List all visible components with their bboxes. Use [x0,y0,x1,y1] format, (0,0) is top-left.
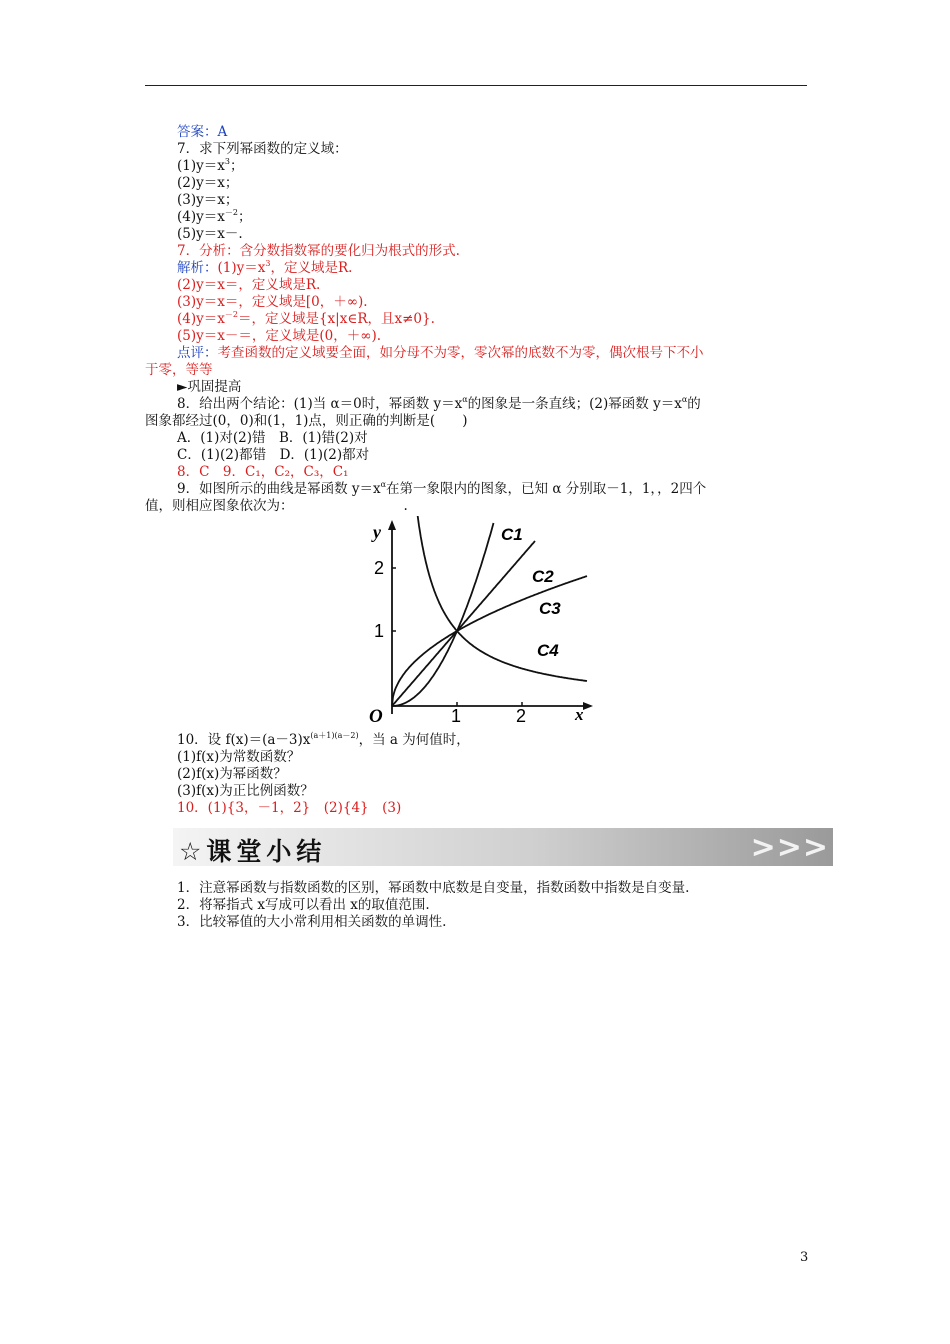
summary-banner [173,828,833,866]
summary-item-1: 1．注意幂函数与指数函数的区别，幂函数中底数是自变量，指数函数中指数是自变量. [177,880,690,896]
question-7-item-1: $(1)y=x^3$； [177,157,244,174]
question-7-item-5: (5)y＝x－. [177,226,243,242]
summary-item-3: 3．比较幂值的大小常利用相关函数的单调性. [177,914,447,930]
comment-7-line-1: 点评：考查函数的定义域要全面，如分母不为零，零次幂的底数不为零，偶次根号下不小 [177,345,704,361]
section-consolidate: ►巩固提高 [177,379,242,395]
answer-8-9: 8．C 9．C₁，C₂，C₃，C₁ [177,464,349,480]
question-7-item-4: $(4)y=x^{-2}$； [177,208,252,225]
question-8-options-ab: A．(1)对(2)错 B．(1)错(2)对 [177,430,368,446]
answer-10: 10．(1){3，－1，2} (2){4} (3) [177,800,402,816]
question-9-line-1: 9．如图所示的曲线是幂函数 $y=x^\alpha$在第一象限内的图象，已知 α 分别取－1，1，，2四个 [177,480,707,497]
curve-c1-label: C1 [501,525,523,544]
question-7-item-2: (2)y＝x； [177,175,239,191]
question-8-line-1: 8．给出两个结论：(1)当 α＝0时，幂函数 $y=x^\alpha$的图象是一条直线；(2)幂函数 $y=x^\alpha$的 [177,395,701,412]
y-tick-label-1: 1 [374,621,385,641]
solution-7-4: $(4)y=x^{-2}=$，定义域是{x|x∈R，且x≠0}. [177,310,435,327]
x-axis-label: x [575,705,584,724]
question-10-line-1: 10．设 $f(x)=(a-3)x^{(a+1)(a-2)}$，当 a 为何值时， [177,731,470,748]
question-8-line-2: 图象都经过(0，0)和(1，1)点，则正确的判断是( ) [145,413,468,429]
solution-7-3: (3)y＝x＝，定义域是[0，＋∞). [177,294,368,310]
solution-7-2: (2)y＝x＝，定义域是R. [177,277,321,293]
question-7-item-3: (3)y＝x； [177,192,239,208]
solution-7-5: (5)y＝x－＝，定义域是(0，＋∞). [177,328,382,344]
comment-7-line-2: 于零，等等 [145,362,213,378]
page-number: 3 [800,1250,809,1265]
x-tick-label-2: 2 [516,706,527,726]
question-8-options-cd: C．(1)(2)都错 D．(1)(2)都对 [177,447,370,463]
summary-banner-title: ☆课堂小结 [179,837,327,866]
curve-c2-label: C2 [532,567,554,586]
x-tick-label-1: 1 [451,706,462,726]
origin-label: O [369,706,383,727]
summary-item-2: 2．将幂指式 x写成可以看出 x的取值范围. [177,897,430,913]
question-10-item-1: (1)f(x)为常数函数？ [177,749,301,765]
answer-6: 答案：A [177,124,228,140]
summary-banner-arrows: >>> [750,830,829,865]
solution-7-1: 解析：$(1)y=x^3$，定义域是R. [177,259,353,276]
curve-c3-label: C3 [539,599,561,618]
power-function-graph [357,516,597,728]
analysis-7: 7．分析：含分数指数幂的要化归为根式的形式. [177,243,460,259]
curve-c4-label: C4 [537,641,559,660]
question-10-item-3: (3)f(x)为正比例函数？ [177,783,314,799]
y-tick-label-2: 2 [374,558,385,578]
question-10-item-2: (2)f(x)为幂函数？ [177,766,287,782]
y-axis-label: y [373,522,381,542]
header-rule [145,85,807,86]
question-7-stem: 7．求下列幂函数的定义域： [177,141,348,157]
question-9-line-2: 值，则相应图象依次为： . [145,498,408,514]
